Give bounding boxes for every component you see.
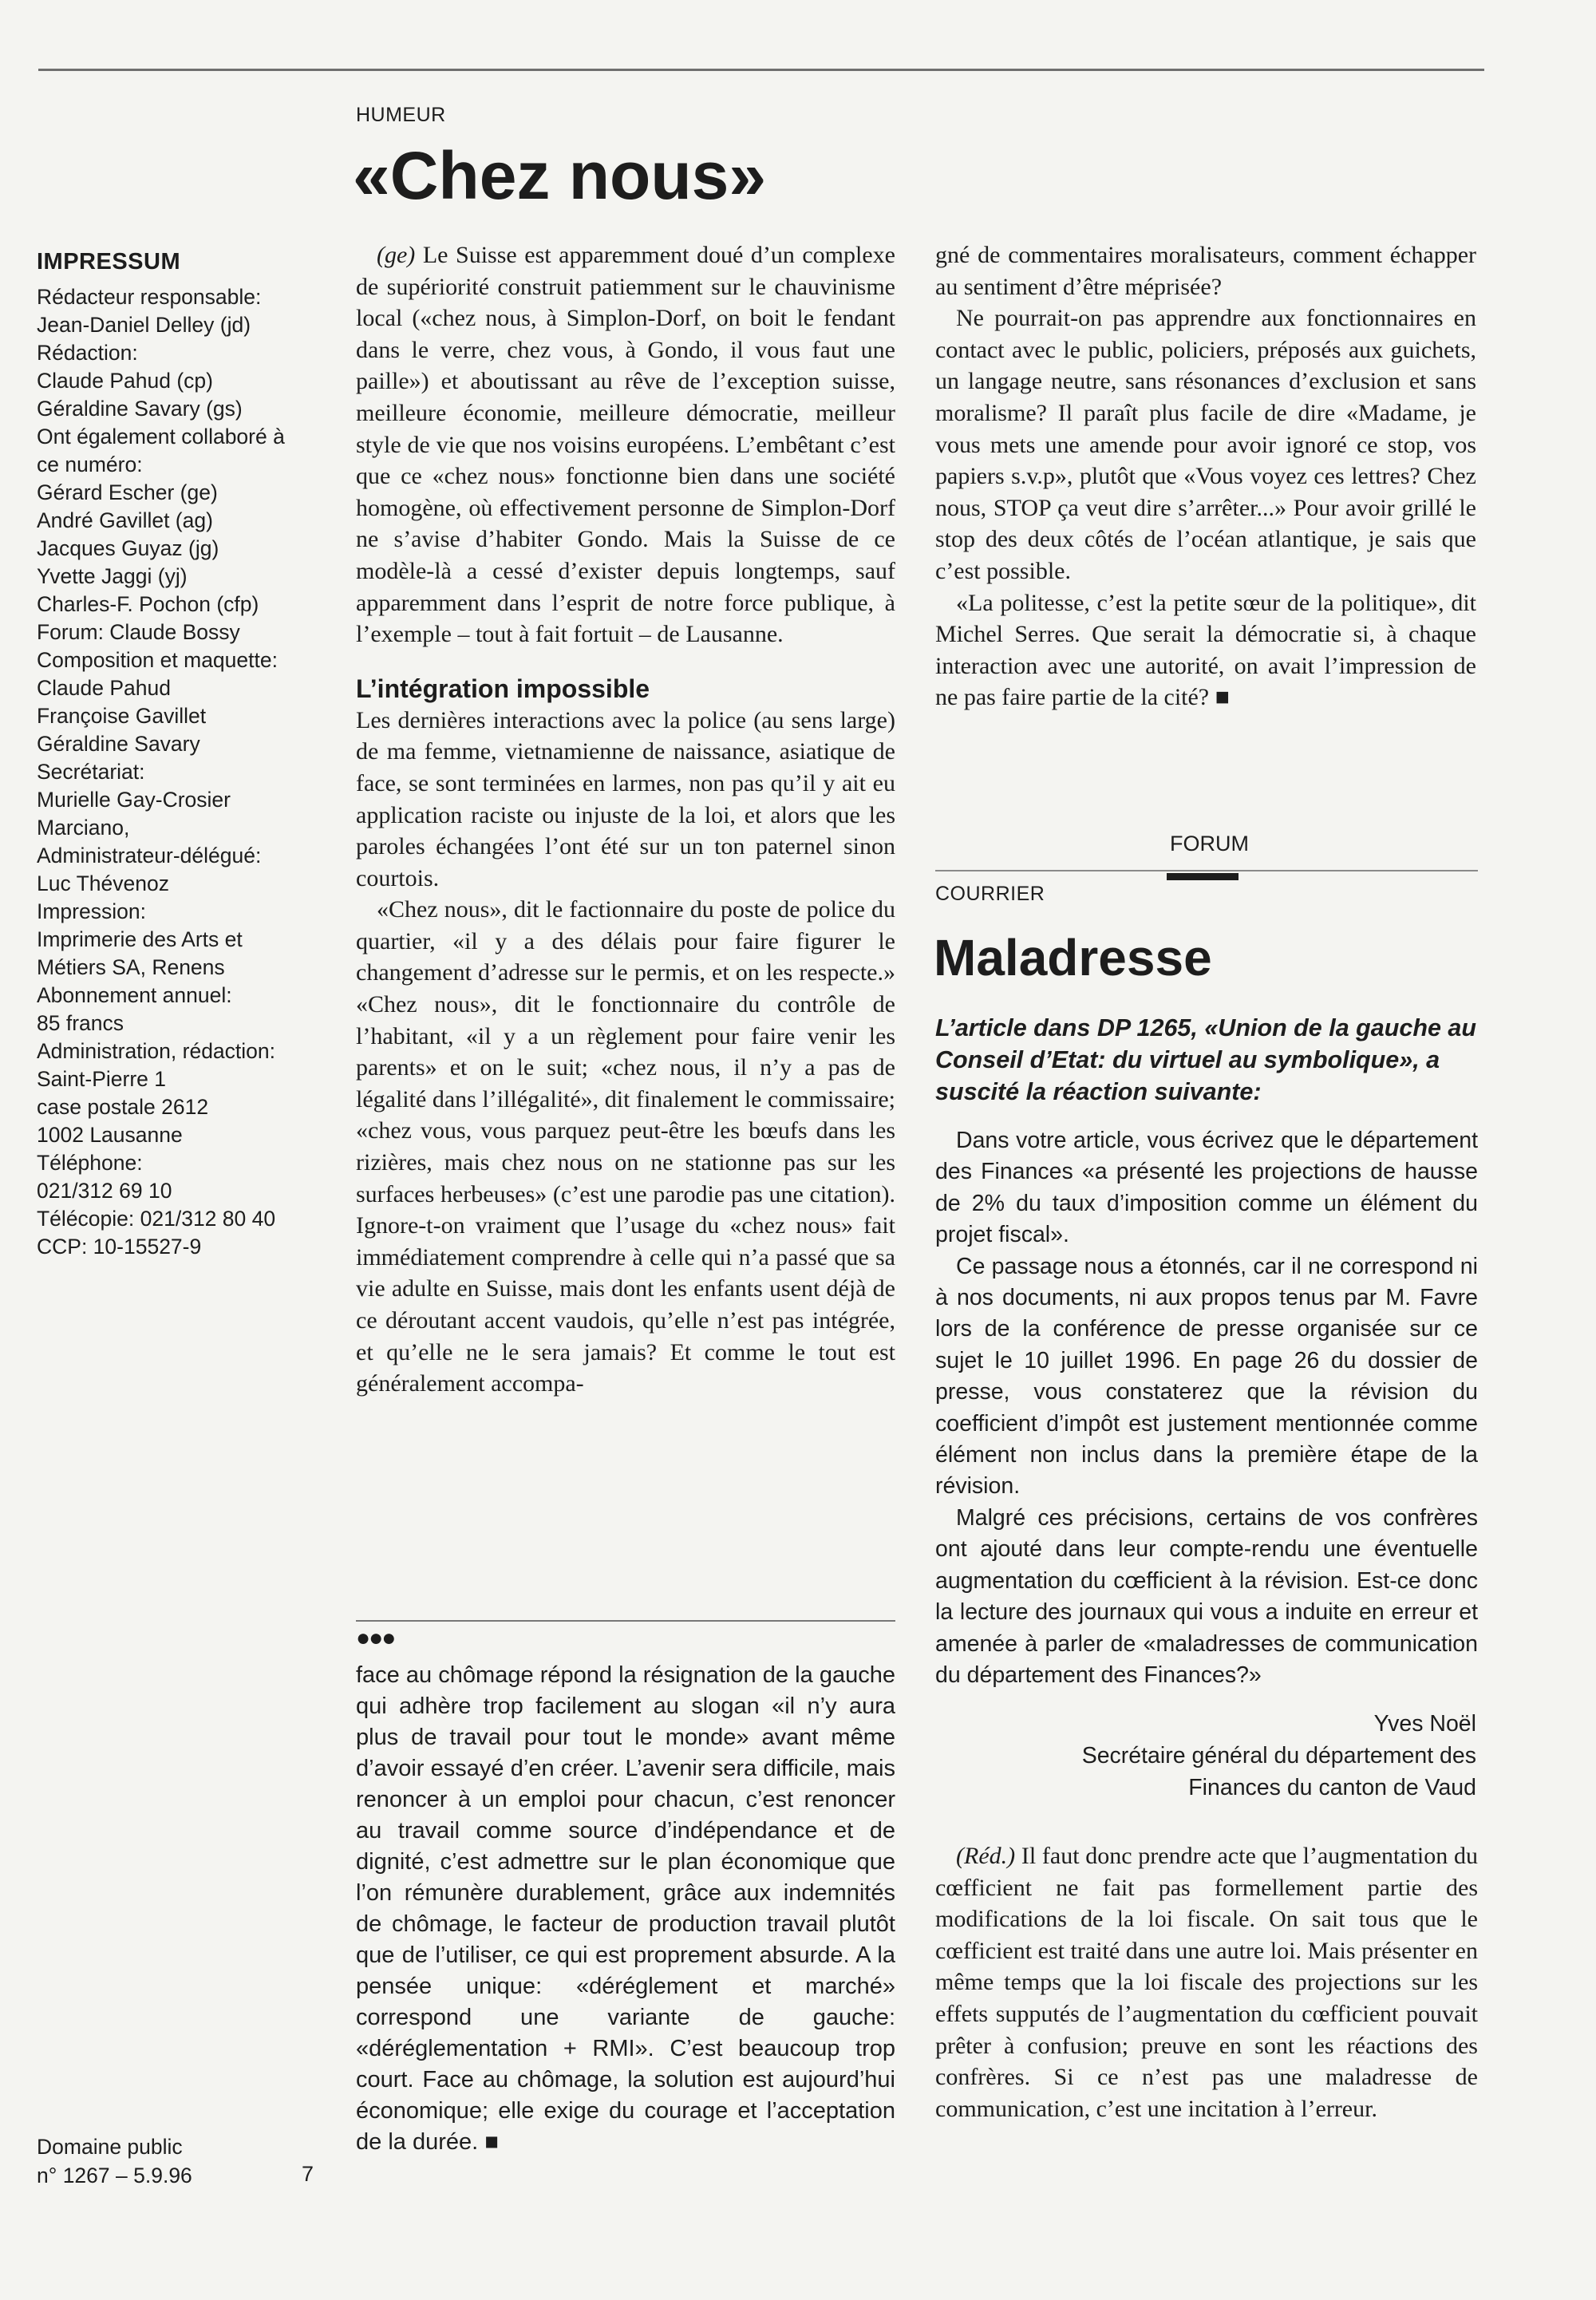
impressum-line: Métiers SA, Renens (37, 955, 225, 979)
impressum-line: Ont également collaboré à (37, 425, 285, 449)
impressum-title: IMPRESSUM (37, 249, 181, 275)
article-paragraph (935, 587, 1476, 713)
reply-paragraph (935, 1840, 1478, 2124)
footer-issue: n° 1267 – 5.9.96 (37, 2164, 192, 2187)
paragraph-text: Le Suisse est apparemment doué d’un complexe de supériorité construit patiemment sur le chauvinisme local («chez nous, à Simplon-Dorf, on boit le fendant dans le verre, chez vous, à Gondo, il vous faut une paille») et aboutissant au rêve de l’exception suisse, meilleure économie, meilleure démocratie, meilleur style de vie que nos voisins européens. L’embêtant c’est que ce «chez nous» fonctionne bien dans une société homogène, où effectivement personne de Simplon-Dorf ne s’avise d’habiter Gondo. Mais la Suisse de ce modèle-là a cessé d’exister depuis longtemps, sauf apparemment dans l’esprit de notre force publique, à l’exemple – tout à fait fortuit – de Lausanne. (356, 242, 895, 648)
paragraph-text: face au chômage répond la résignation de la gauche qui adhère trop facilement au slogan «il n’y aura plus de travail pour tout le monde» avant même d’avoir essayé d’en créer. L’avenir sera difficile, mais renoncer à un emploi pour chacun, c’est renoncer au travail comme source d’indépendance et de dignité, c’est admettre sur le plan économique que l’on rémunère durablement, grâce aux indemnités de chômage, le facteur de production travail plutôt que de l’utiliser, ce qui est proprement absurde. A la pensée unique: «déréglement et marché» correspond une variante de gauche: «déréglementation + RMI». C’est beaucoup trop court. Face au chômage, la solution est aujourd’hui économique; elle exige du courage et l’acceptation de la durée. (356, 1662, 895, 2155)
article-paragraph: «Chez nous», dit le factionnaire du poste de police du quartier, «il y a des délais pour faire figurer le changement d’adresse sur le permis, et on les respecte.» «Chez nous», dit le fonctionnaire du contrôle de l’habitant, «il y a un règlement pour faire venir les parents» et on le suit; «chez nous, il n’y a pas de légalité dans l’illégalité», dit finalement le commissaire; «chez vous, vous parquez peut-être les bœufs dans les rizières, mais chez nous on ne stationne pas sur les surfaces herbeuses» (c’est une parodie pas une citation). Ignore-t-on vraiment que l’usage du «chez nous» fait immédiatement comprendre à celle qui n’a passé que sa vie adulte en Suisse, mais dont les enfants usent déjà de ce déroutant accent vaudois, qu’elle n’est pas intégrée, et qu’elle ne le sera jamais? Et comme le tout est généralement accompa- (356, 896, 895, 1397)
editor-reply (935, 1840, 1478, 2124)
impressum-line: André Gavillet (ag) (37, 508, 213, 532)
top-rule (38, 69, 1484, 71)
impressum-line: Murielle Gay-Crosier (37, 788, 231, 812)
reply-tag: (Réd.) (956, 1843, 1016, 1869)
signature-name: Yves Noël (1373, 1711, 1476, 1737)
letter-kicker: COURRIER (935, 883, 1045, 905)
impressum-line: Charles-F. Pochon (cfp) (37, 592, 259, 616)
letter-paragraph: Dans votre article, vous écrivez que le département des Finances «a présenté les projections de hausse de 2% du taux d’imposition comme un élément du projet fiscal». (935, 1128, 1478, 1248)
impressum-lines (37, 283, 324, 1261)
footer-publication (37, 2132, 192, 2190)
letter-body (935, 1125, 1478, 1691)
article-column-2 (935, 239, 1476, 713)
impressum-line: Géraldine Savary (gs) (37, 397, 243, 421)
impressum-line: Géraldine Savary (37, 732, 200, 756)
continuation-rule (356, 1620, 895, 1622)
article-paragraph: Les dernières interactions avec la police (au sens large) de ma femme, vietnamienne de naissance, asiatique de face, se sont terminées en larmes, non pas qu’il y ait eu application raciste ou injuste de la loi, et alors que les paroles échangées l’ont été sur un ton paternel sinon courtois. (356, 706, 895, 891)
article-kicker: HUMEUR (356, 104, 446, 126)
forum-section-label: FORUM (1170, 832, 1249, 856)
impressum-line: Abonnement annuel: (37, 983, 232, 1007)
continuation-paragraph (356, 1660, 895, 2158)
paragraph-text: Il faut donc prendre acte que l’augmentation du cœfficient ne fait pas formellement partie des modifications de la loi fiscale. On sait tous que le cœfficient est traité dans une autre loi. Mais présenter en même temps que la loi fiscale des projections sur les effets supputés de l’augmentation du cœfficient pouvait prêter à confusion; preuve en sont les réactions des confrères. Si ce n’est pas une maladresse de communication, c’est une incitation à l’erreur. (935, 1843, 1478, 2122)
article-title: «Chez nous» (353, 138, 767, 213)
continuation-column (356, 1660, 895, 2158)
impressum-line: 85 francs (37, 1011, 124, 1035)
forum-rule (935, 870, 1478, 871)
impressum-line: Claude Pahud (37, 676, 171, 700)
end-mark: ■ (484, 2129, 499, 2155)
impressum-line: 021/312 69 10 (37, 1179, 172, 1203)
impressum-line: 1002 Lausanne (37, 1123, 183, 1147)
impressum-line: case postale 2612 (37, 1095, 209, 1119)
impressum-line: ce numéro: (37, 452, 143, 476)
impressum-line: Forum: Claude Bossy (37, 620, 240, 644)
spacer (356, 650, 895, 673)
continuation-dots: ●●● (356, 1625, 395, 1651)
impressum-line: Composition et maquette: (37, 648, 278, 672)
letter-lede: L’article dans DP 1265, «Union de la gauche au Conseil d’Etat: du virtuel au symbolique», a suscité la réaction suivante: (935, 1014, 1476, 1105)
letter-signature (1082, 1708, 1476, 1804)
impressum (37, 249, 324, 1261)
forum-bar (1167, 873, 1238, 880)
impressum-line: Administrateur-délégué: (37, 844, 262, 867)
impressum-line: Impression: (37, 899, 146, 923)
impressum-line: Administration, rédaction: (37, 1039, 276, 1063)
impressum-line: Rédaction: (37, 341, 138, 365)
author-initials: (ge) (377, 242, 416, 268)
impressum-line: Secrétariat: (37, 760, 145, 784)
article-subhead: L’intégration impossible (356, 674, 650, 703)
article-paragraph (356, 239, 895, 650)
letter-title: Maladresse (934, 929, 1212, 986)
impressum-line: CCP: 10-15527-9 (37, 1235, 202, 1259)
article-paragraph: gné de commentaires moralisateurs, comment échapper au sentiment d’être méprisée? (935, 242, 1476, 300)
article-column-1 (356, 239, 895, 1400)
impressum-line: Luc Thévenoz (37, 871, 169, 895)
article-paragraph: Ne pourrait-on pas apprendre aux fonctionnaires en contact avec le public, policiers, préposés aux guichets, un langage neutre, sans résonances d’exclusion et sans moralisme? Il paraît plus facile de dire «Madame, je vous mets une amende pour avoir ignoré ce stop, vos papiers s.v.p», plutôt que «Vous voyez ces lettres? Chez nous, STOP ça veut dire s’arrêter...» Pour avoir grillé le stop des deux côtés de l’océan atlantique, je sais que c’est possible. (935, 305, 1476, 584)
letter-paragraph: Malgré ces précisions, certains de vos confrères ont ajouté dans leur compte-rendu une éventuelle augmentation du cœfficient à la révision. Est-ce donc la lecture des journaux qui vous a induite en erreur et amenée à parler de «maladresses de communication du département des Finances?» (935, 1504, 1478, 1688)
letter-paragraph: Ce passage nous a étonnés, car il ne correspond ni à nos documents, ni aux propos tenus par M. Favre lors de la conférence de presse organisée sur ce sujet le 10 juillet 1996. En page 26 du dossier de presse, vous constaterez que la révision du coefficient d’impôt est justement mentionnée comme élément non inclus dans la première étape de la révision. (935, 1253, 1478, 1500)
impressum-line: Françoise Gavillet (37, 704, 207, 728)
impressum-line: Imprimerie des Arts et (37, 927, 243, 951)
impressum-line: Rédacteur responsable: (37, 285, 262, 309)
impressum-line: Jean-Daniel Delley (jd) (37, 313, 251, 337)
impressum-line: Saint-Pierre 1 (37, 1067, 167, 1091)
impressum-line: Téléphone: (37, 1151, 143, 1175)
impressum-line: Yvette Jaggi (yj) (37, 564, 188, 588)
impressum-line: Marciano, (37, 816, 130, 840)
paragraph-text: «La politesse, c’est la petite sœur de la politique», dit Michel Serres. Que serait la démocratie si, à chaque interaction avec une autorité, on avait l’impression de ne pas faire partie de la cité? (935, 589, 1476, 711)
footer-title: Domaine public (37, 2135, 183, 2159)
page-number: 7 (302, 2162, 314, 2186)
signature-role-line-2: Finances du canton de Vaud (1188, 1775, 1476, 1800)
impressum-line: Gérard Escher (ge) (37, 480, 218, 504)
impressum-line: Télécopie: 021/312 80 40 (37, 1207, 276, 1231)
impressum-line: Claude Pahud (cp) (37, 369, 213, 393)
signature-role-line-1: Secrétaire général du département des (1081, 1743, 1476, 1768)
impressum-line: Jacques Guyaz (jg) (37, 536, 219, 560)
end-mark: ■ (1215, 684, 1230, 711)
